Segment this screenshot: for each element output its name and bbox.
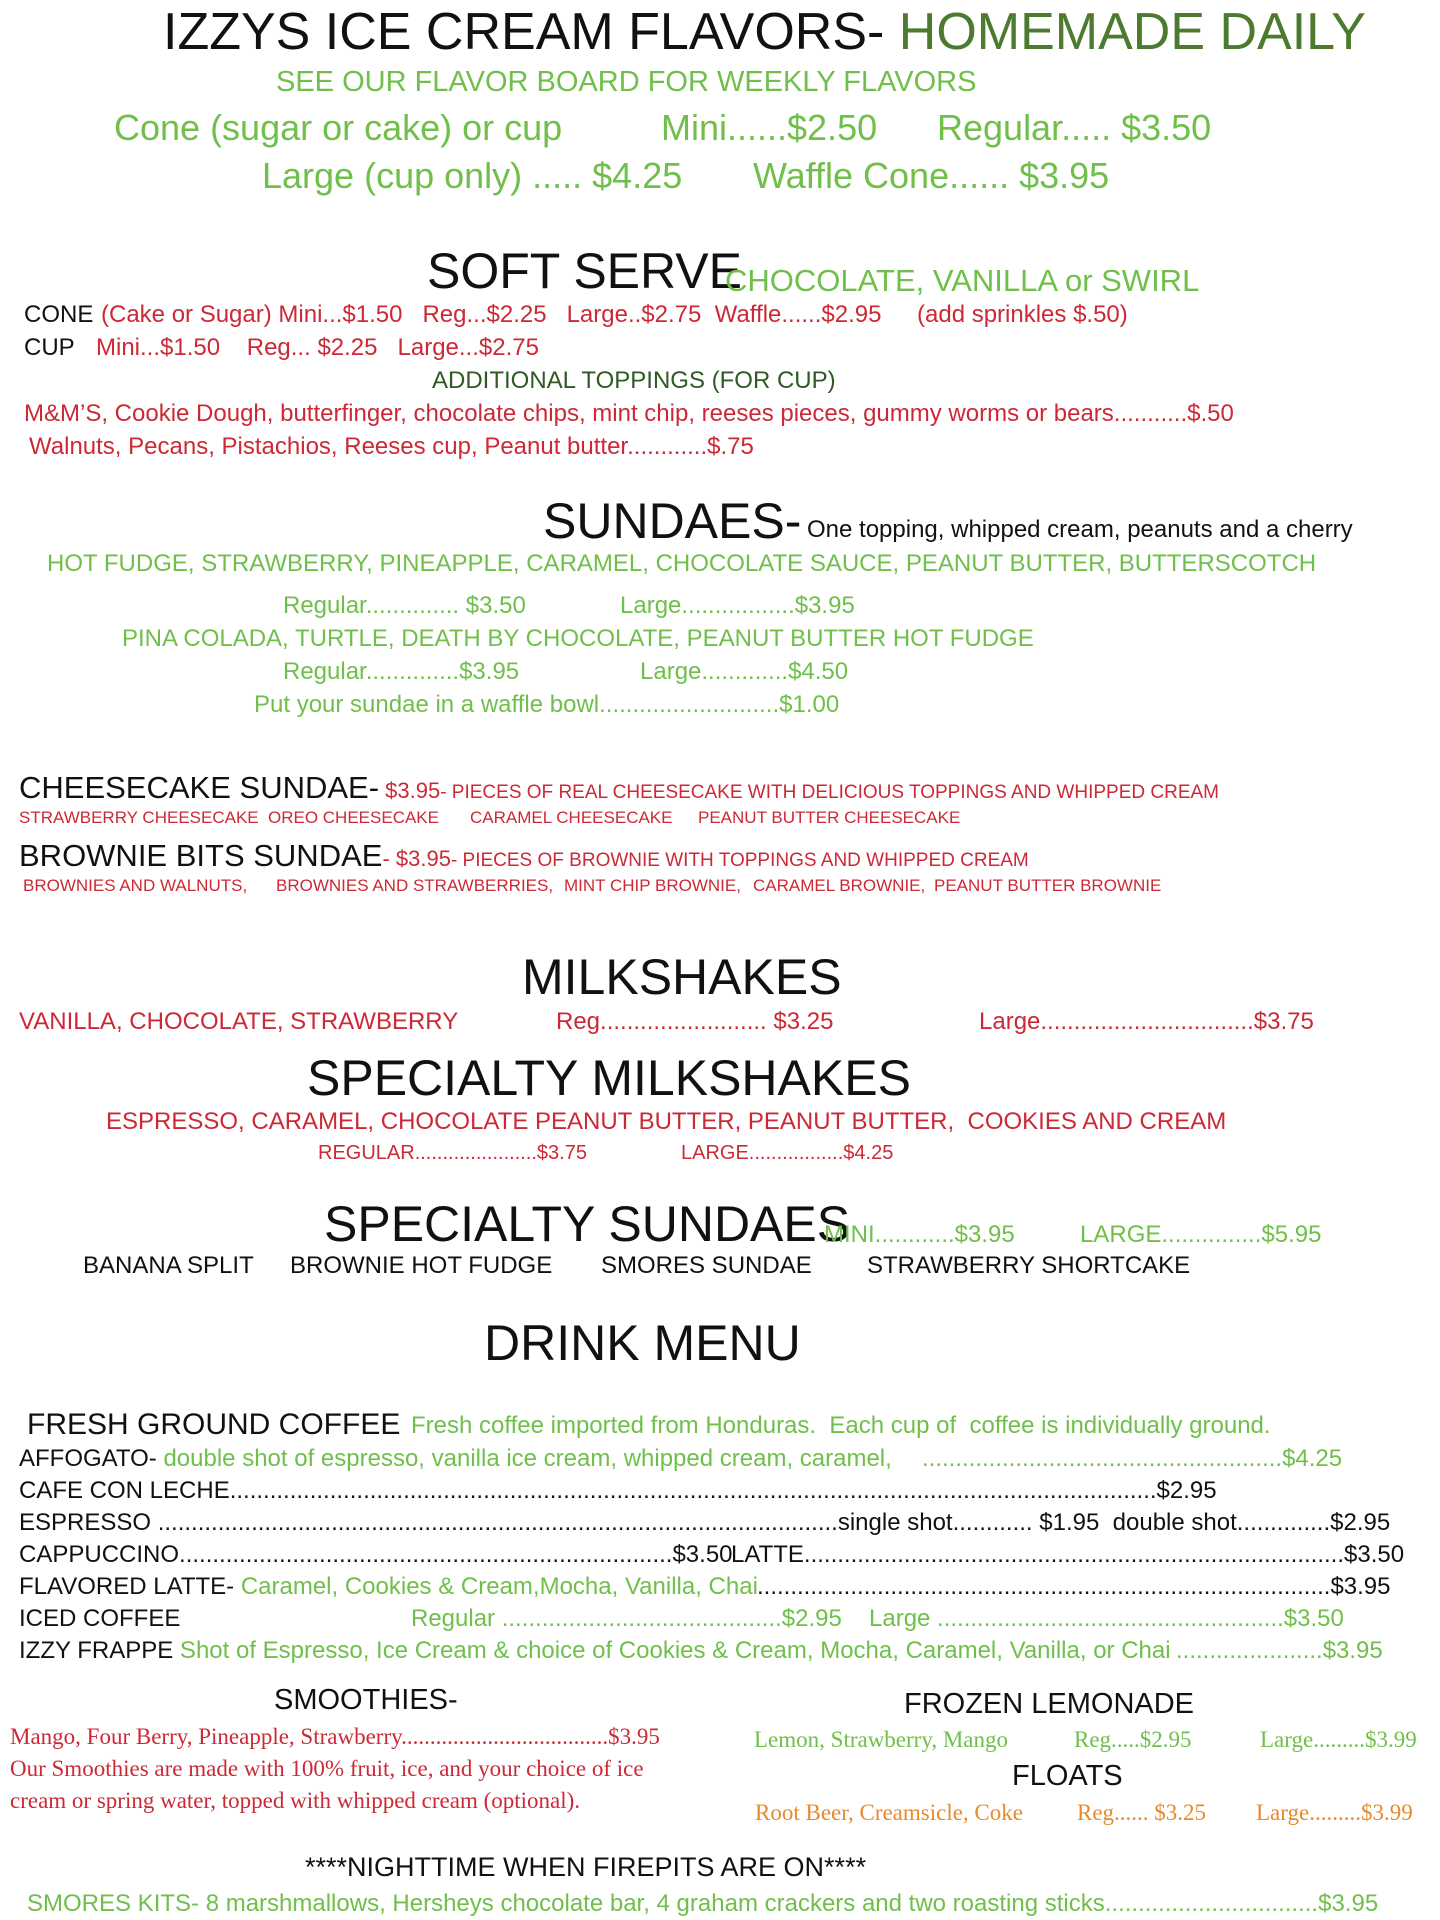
coffee-desc: Fresh coffee imported from Honduras. Each cup of coffee is individually ground. bbox=[411, 1412, 1271, 1439]
soft-serve-cone-prices: (Cake or Sugar) Mini...$1.50 Reg...$2.25 Large..$2.75 Waffle......$2.95 bbox=[101, 301, 882, 328]
affogato-desc: double shot of espresso, vanilla ice cream, whipped cream, caramel, bbox=[156, 1445, 899, 1472]
flavored-latte-label: FLAVORED LATTE- bbox=[19, 1573, 235, 1600]
sundae-large-price-1: Large.................$3.95 bbox=[620, 592, 855, 619]
specialty-sundae-large-price: LARGE...............$5.95 bbox=[1080, 1221, 1322, 1248]
brownie-option: CARAMEL BROWNIE, bbox=[753, 876, 926, 895]
cheesecake-line bbox=[19, 772, 1219, 803]
brownie-option: BROWNIES AND WALNUTS, bbox=[23, 876, 248, 895]
coffee-title: FRESH GROUND COFFEE bbox=[27, 1408, 401, 1441]
soft-serve-cup-label: CUP bbox=[24, 334, 75, 361]
specialty-milkshake-large-price: LARGE.................$4.25 bbox=[681, 1142, 894, 1164]
flavor-board-note: SEE OUR FLAVOR BOARD FOR WEEKLY FLAVORS bbox=[276, 66, 977, 98]
frozen-lemonade-reg-price: Reg.....$2.95 bbox=[1074, 1727, 1192, 1752]
specialty-milkshake-reg-price: REGULAR......................$3.75 bbox=[318, 1142, 587, 1164]
cone-regular-price: Regular..... $3.50 bbox=[937, 107, 1212, 148]
toppings-line-1: M&M’S, Cookie Dough, butterfinger, chocolate chips, mint chip, reeses pieces, gummy worms or bears...........$.50 bbox=[24, 400, 1234, 427]
floats-title: FLOATS bbox=[1012, 1760, 1123, 1792]
milkshake-large-price: Large................................$3.75 bbox=[979, 1008, 1314, 1035]
cone-label: Cone (sugar or cake) or cup bbox=[114, 107, 563, 148]
frappe-label: IZZY FRAPPE bbox=[19, 1637, 174, 1664]
cheesecake-option: STRAWBERRY CHEESECAKE bbox=[19, 808, 259, 827]
waffle-cone-price: Waffle Cone...... $3.95 bbox=[753, 155, 1110, 196]
milkshake-flavors: VANILLA, CHOCOLATE, STRAWBERRY bbox=[19, 1008, 459, 1035]
frappe-row bbox=[19, 1639, 1171, 1663]
frappe-price: ......................$3.95 bbox=[1176, 1637, 1383, 1664]
sundae-reg-price-1: Regular.............. $3.50 bbox=[283, 592, 526, 619]
title-main: IZZYS ICE CREAM FLAVORS- bbox=[163, 3, 899, 61]
brownie-option: BROWNIES AND STRAWBERRIES, bbox=[276, 876, 554, 895]
smoothies-line-3: cream or spring water, topped with whipped cream (optional). bbox=[10, 1788, 581, 1813]
soft-serve-cup-prices: Mini...$1.50 Reg... $2.25 Large...$2.75 bbox=[96, 334, 539, 361]
brownie-option: PEANUT BUTTER BROWNIE bbox=[934, 876, 1162, 895]
floats-flavors: Root Beer, Creamsicle, Coke bbox=[755, 1800, 1023, 1825]
cone-mini-price: Mini......$2.50 bbox=[661, 107, 878, 148]
specialty-sundae-item: SMORES SUNDAE bbox=[601, 1252, 812, 1279]
soft-serve-cone-label: CONE bbox=[24, 301, 94, 328]
cappuccino-row: CAPPUCCINO..........................................................................$3.50 bbox=[19, 1541, 733, 1568]
affogato-row bbox=[19, 1447, 898, 1471]
affogato-label: AFFOGATO- bbox=[19, 1445, 157, 1472]
brownie-desc: - PIECES OF BROWNIE WITH TOPPINGS AND WHIPPED CREAM bbox=[450, 850, 1029, 871]
soft-serve-flavors: CHOCOLATE, VANILLA or SWIRL bbox=[725, 263, 1200, 298]
flavored-latte-price: ......................................................................................$3.95 bbox=[757, 1573, 1391, 1600]
specialty-sundae-item: BROWNIE HOT FUDGE bbox=[290, 1252, 553, 1279]
toppings-line-2: Walnuts, Pecans, Pistachios, Reeses cup, Peanut butter............$.75 bbox=[29, 433, 754, 460]
smores-kit-row: SMORES KITS- 8 marshmallows, Hersheys chocolate bar, 4 graham crackers and two roasting sticks................................$3.95 bbox=[27, 1890, 1379, 1917]
floats-large-price: Large.........$3.99 bbox=[1256, 1800, 1413, 1825]
specialty-milkshakes-title: SPECIALTY MILKSHAKES bbox=[307, 1050, 911, 1106]
frozen-lemonade-flavors: Lemon, Strawberry, Mango bbox=[754, 1727, 1008, 1752]
waffle-bowl-price: Put your sundae in a waffle bowl...........................$1.00 bbox=[254, 691, 840, 718]
floats-reg-price: Reg...... $3.25 bbox=[1077, 1800, 1207, 1825]
toppings-title: ADDITIONAL TOPPINGS (FOR CUP) bbox=[432, 367, 836, 394]
smoothies-line-2: Our Smoothies are made with 100% fruit, ice, and your choice of ice bbox=[10, 1756, 644, 1781]
brownie-line bbox=[19, 840, 1029, 871]
specialty-sundae-item: BANANA SPLIT bbox=[83, 1252, 254, 1279]
cheesecake-option: OREO CHEESECAKE bbox=[268, 808, 439, 827]
iced-coffee-large-price: Large ....................................................$3.50 bbox=[869, 1605, 1344, 1632]
sundae-flavors-2: PINA COLADA, TURTLE, DEATH BY CHOCOLATE, PEANUT BUTTER HOT FUDGE bbox=[122, 625, 1034, 652]
specialty-sundae-item: STRAWBERRY SHORTCAKE bbox=[867, 1252, 1191, 1279]
soft-serve-title: SOFT SERVE bbox=[427, 243, 742, 299]
page-title bbox=[163, 3, 1366, 61]
sundae-flavors-1: HOT FUDGE, STRAWBERRY, PINEAPPLE, CARAMEL, CHOCOLATE SAUCE, PEANUT BUTTER, BUTTERSCOTCH bbox=[47, 550, 1317, 577]
cheesecake-price: $3.95 bbox=[379, 778, 441, 803]
frozen-lemonade-title: FROZEN LEMONADE bbox=[904, 1688, 1195, 1720]
sundaes-desc: One topping, whipped cream, peanuts and a cherry bbox=[807, 516, 1353, 543]
sundae-reg-price-2: Regular..............$3.95 bbox=[283, 658, 520, 685]
brownie-title: BROWNIE BITS SUNDAE bbox=[19, 838, 383, 873]
milkshakes-title: MILKSHAKES bbox=[522, 949, 842, 1005]
iced-coffee-label: ICED COFFEE bbox=[19, 1605, 181, 1632]
smoothies-title: SMOOTHIES- bbox=[274, 1684, 458, 1716]
espresso-row: ESPRESSO ......................................................................................................single shot............ $1.95 double shot..............$2.95 bbox=[19, 1509, 1391, 1536]
sundaes-title: SUNDAES- bbox=[543, 493, 802, 549]
cheesecake-desc: - PIECES OF REAL CHEESECAKE WITH DELICIOUS TOPPINGS AND WHIPPED CREAM bbox=[440, 782, 1219, 803]
affogato-price: ......................................................$4.25 bbox=[922, 1445, 1343, 1472]
specialty-milkshake-flavors: ESPRESSO, CARAMEL, CHOCOLATE PEANUT BUTTER, PEANUT BUTTER, COOKIES AND CREAM bbox=[106, 1108, 1227, 1135]
cheesecake-option: PEANUT BUTTER CHEESECAKE bbox=[698, 808, 961, 827]
nighttime-title: ****NIGHTTIME WHEN FIREPITS ARE ON**** bbox=[305, 1852, 867, 1882]
title-accent: HOMEMADE DAILY bbox=[898, 3, 1366, 61]
cafe-con-leche-row: CAFE CON LECHE...........................................................................................................................................$2.95 bbox=[19, 1477, 1217, 1504]
specialty-sundae-mini-price: MINI............$3.95 bbox=[824, 1221, 1015, 1248]
sprinkles-price: (add sprinkles $.50) bbox=[917, 301, 1128, 328]
cheesecake-title: CHEESECAKE SUNDAE- bbox=[19, 770, 380, 805]
cheesecake-option: CARAMEL CHEESECAKE bbox=[470, 808, 673, 827]
iced-coffee-reg-price: Regular ..........................................$2.95 bbox=[411, 1605, 842, 1632]
smoothies-line-1: Mango, Four Berry, Pineapple, Strawberry....................................$3.95 bbox=[10, 1724, 660, 1749]
brownie-price: - $3.95 bbox=[382, 846, 451, 871]
sundae-large-price-2: Large.............$4.50 bbox=[640, 658, 849, 685]
brownie-option: MINT CHIP BROWNIE, bbox=[564, 876, 741, 895]
frozen-lemonade-large-price: Large.........$3.99 bbox=[1260, 1727, 1417, 1752]
milkshake-reg-price: Reg......................... $3.25 bbox=[556, 1008, 834, 1035]
latte-row: LATTE.................................................................................$3.50 bbox=[731, 1541, 1405, 1568]
frappe-desc: Shot of Espresso, Ice Cream & choice of Cookies & Cream, Mocha, Caramel, Vanilla, or Chai bbox=[173, 1637, 1171, 1664]
flavored-latte-desc: Caramel, Cookies & Cream,Mocha, Vanilla, Chai bbox=[234, 1573, 765, 1600]
specialty-sundaes-title: SPECIALTY SUNDAES bbox=[324, 1196, 851, 1252]
cone-large-price: Large (cup only) ..... $4.25 bbox=[262, 155, 683, 196]
flavored-latte-row bbox=[19, 1575, 765, 1599]
drink-menu-title: DRINK MENU bbox=[484, 1315, 801, 1371]
